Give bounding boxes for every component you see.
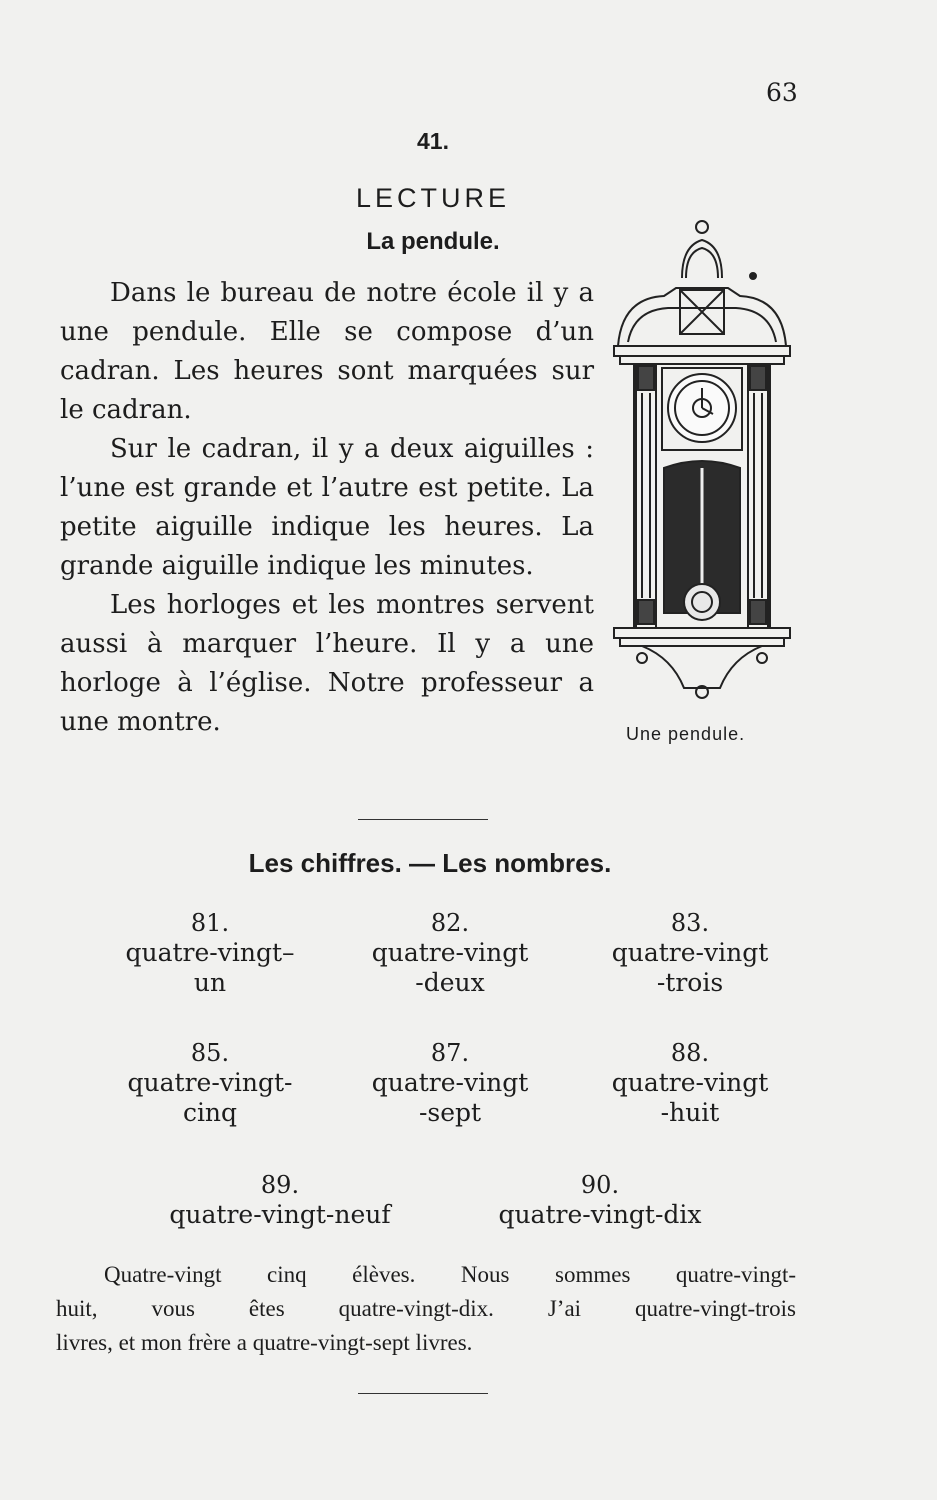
section-divider xyxy=(358,1393,488,1394)
number-word-continued: un xyxy=(193,968,227,997)
number-entry xyxy=(470,1170,730,1230)
number-entry xyxy=(340,1038,560,1128)
closing-line: huit, vous êtes quatre-vingt-dix. J’ai quatre-vingt-trois xyxy=(56,1296,796,1321)
number-figure: 85. xyxy=(190,1039,230,1067)
number-figure: 81. xyxy=(190,909,230,937)
number-entry xyxy=(580,1038,800,1128)
number-word-continued: -huit xyxy=(660,1098,720,1127)
closing-line: livres, et mon frère a quatre-vingt-sept livres. xyxy=(56,1330,473,1355)
number-figure: 89. xyxy=(260,1171,300,1199)
number-word: quatre-vingt xyxy=(371,938,529,967)
page-number: 63 xyxy=(766,78,798,107)
reading-paragraph: Les horloges et les montres servent aussi à marquer l’heure. Il y a une horloge à l’église. Notre professeur a une montre. xyxy=(60,590,594,737)
number-word: quatre-vingt-neuf xyxy=(169,1200,391,1229)
number-figure: 83. xyxy=(670,909,710,937)
number-word: quatre-vingt xyxy=(371,1068,529,1097)
number-word: quatre-vingt xyxy=(611,1068,769,1097)
number-word-continued: -sept xyxy=(418,1098,482,1127)
number-word: quatre-vingt- xyxy=(127,1068,293,1097)
numbers-section-title: Les chiffres. — Les nombres. xyxy=(248,848,612,878)
pendulum-clock-illustration xyxy=(612,218,792,703)
number-entry xyxy=(150,1170,410,1230)
reading-text xyxy=(60,274,594,742)
numbers-grid xyxy=(100,908,800,1248)
number-entry xyxy=(100,908,320,998)
section-divider xyxy=(358,819,488,820)
number-word-continued: cinq xyxy=(182,1098,238,1127)
number-entry xyxy=(580,908,800,998)
clock-caption: Une pendule. xyxy=(626,724,746,744)
number-figure: 88. xyxy=(670,1039,710,1067)
number-entry xyxy=(100,1038,320,1128)
lesson-number: 41. xyxy=(417,128,449,154)
closing-text xyxy=(56,1258,796,1360)
reading-subtitle: La pendule. xyxy=(366,228,500,255)
page-title: LECTURE xyxy=(355,183,511,213)
reading-paragraph: Sur le cadran, il y a deux aiguilles : l’une est grande et l’autre est petite. La petite aiguille indique les heures. La grande aiguille indique les minutes. xyxy=(60,434,594,581)
number-word: quatre-vingt xyxy=(611,938,769,967)
closing-line: Quatre-vingt cinq élèves. Nous sommes quatre-vingt- xyxy=(104,1262,796,1287)
number-figure: 82. xyxy=(430,909,470,937)
number-entry xyxy=(340,908,560,998)
number-word: quatre-vingt-dix xyxy=(498,1200,702,1229)
number-word: quatre-vingt– xyxy=(125,938,295,967)
number-word-continued: -deux xyxy=(415,968,485,997)
reading-paragraph: Dans le bureau de notre école il y a une pendule. Elle se compose d’un cadran. Les heures sont marquées sur le cadran. xyxy=(60,278,594,425)
number-figure: 90. xyxy=(580,1171,620,1199)
number-word-continued: -trois xyxy=(656,968,724,997)
number-figure: 87. xyxy=(430,1039,470,1067)
